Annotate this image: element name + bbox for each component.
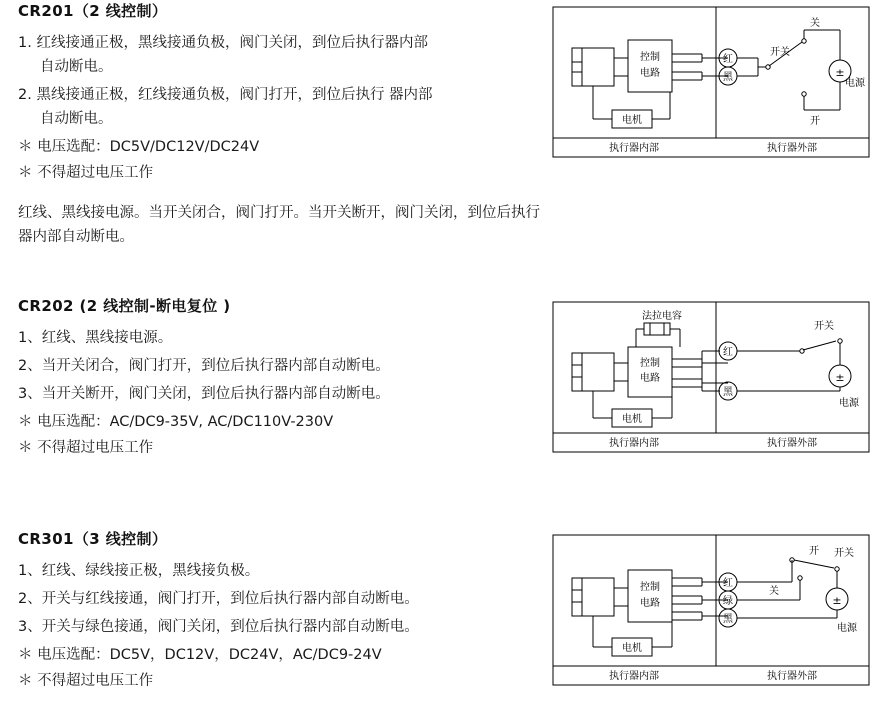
cr202-red-wire-label: 红 [723,347,733,358]
cr202-switch-label: 开关 [814,321,834,332]
cr202-inside-label: 执行器内部 [609,438,659,449]
cr201-red-wire-label: 红 [723,54,733,65]
cr202-battery-icon: ± [835,371,845,384]
cr202-outside-label: 执行器外部 [767,438,817,449]
cr301-power-label: 电源 [837,623,857,634]
cr301-green-wire-label: 绿 [723,596,733,607]
cr202-note-voltage: ＊ 电压选配：AC/DC9-35V, AC/DC110V-230V [18,414,334,430]
cr301-text-column [18,528,548,695]
cr201-summary: 红线、黑线接电源。当开关闭合，阀门打开。当开关断开，阀门关闭，到位后执行器内部自动断电。 [18,205,540,245]
cr201-note-warning: ＊ 不得超过电压工作 [18,165,154,181]
cr301-note-warning: ＊ 不得超过电压工作 [18,673,154,689]
cr202-motor-label: 电机 [622,414,642,425]
cr201-switch-label: 开关 [770,47,790,58]
cr301-motor-label: 电机 [622,643,642,654]
cr301-line-1: 1、红线、绿线接正极，黑线接负极。 [18,563,260,579]
cr202-note-warning: ＊ 不得超过电压工作 [18,440,154,456]
cr301-diagram [552,534,870,686]
cr301-black-wire-label: 黑 [723,614,733,625]
cr301-battery-icon: ± [832,594,842,607]
cr301-line-3: 3、开关与绿色接通，阀门关闭，到位后执行器内部自动断电。 [18,619,419,635]
cr201-control-label-1: 控制 [640,52,660,63]
cr201-battery-icon: ± [835,66,845,79]
cr301-red-wire-label: 红 [723,578,733,589]
cr301-control-label-2: 电路 [640,598,660,609]
cr201-motor-label: 电机 [622,115,642,126]
cr202-control-label-2: 电路 [640,373,660,384]
cr201-note-voltage: ＊ 电压选配：DC5V/DC12V/DC24V [18,139,260,155]
cr301-close-label: 关 [769,586,779,597]
cr201-title: CR201（2 线控制） [18,2,168,20]
cr301-line-2: 2、开关与红线接通，阀门打开，到位后执行器内部自动断电。 [18,591,419,607]
cr202-text-column [18,295,548,462]
cr301-control-label-1: 控制 [640,582,660,593]
cr201-open-label: 开 [810,116,820,127]
cr202-capacitor-label: 法拉电容 [642,311,682,322]
cr201-black-wire-label: 黑 [723,72,733,83]
cr201-line-2: 自动断电。 [40,59,113,75]
cr301-title: CR301（3 线控制） [18,530,168,548]
cr202-line-2: 2、当开关闭合，阀门打开，到位后执行器内部自动断电。 [18,358,390,374]
cr301-inside-label: 执行器内部 [609,671,659,682]
cr201-close-label: 关 [810,18,820,29]
cr201-power-label: 电源 [845,78,865,89]
cr301-outside-label: 执行器外部 [767,671,817,682]
cr201-line-4: 自动断电。 [40,111,113,127]
cr201-diagram [552,6,870,158]
cr201-text-column [18,0,548,264]
cr202-diagram [552,301,870,453]
cr201-control-label-2: 电路 [640,68,660,79]
cr301-switch-label: 开关 [834,548,854,559]
cr201-line-3: 2. 黑线接通正极，红线接通负极，阀门打开，到位后执行 器内部 [18,87,433,103]
cr202-line-1: 1、红线、黑线接电源。 [18,330,173,346]
cr202-black-wire-label: 黑 [723,387,733,398]
cr201-outside-label: 执行器外部 [767,143,817,154]
cr301-note-voltage: ＊ 电压选配：DC5V，DC12V，DC24V，AC/DC9-24V [18,647,382,663]
cr202-line-3: 3、当开关断开，阀门关闭，到位后执行器内部自动断电。 [18,386,390,402]
cr301-open-label: 开 [809,546,819,557]
cr202-control-label-1: 控制 [640,358,660,369]
cr202-power-label: 电源 [839,398,859,409]
cr201-inside-label: 执行器内部 [609,143,659,154]
cr202-title: CR202 (2 线控制-断电复位 ) [18,297,231,315]
cr201-line-1: 1. 红线接通正极，黑线接通负极，阀门关闭，到位后执行器内部 [18,35,428,51]
